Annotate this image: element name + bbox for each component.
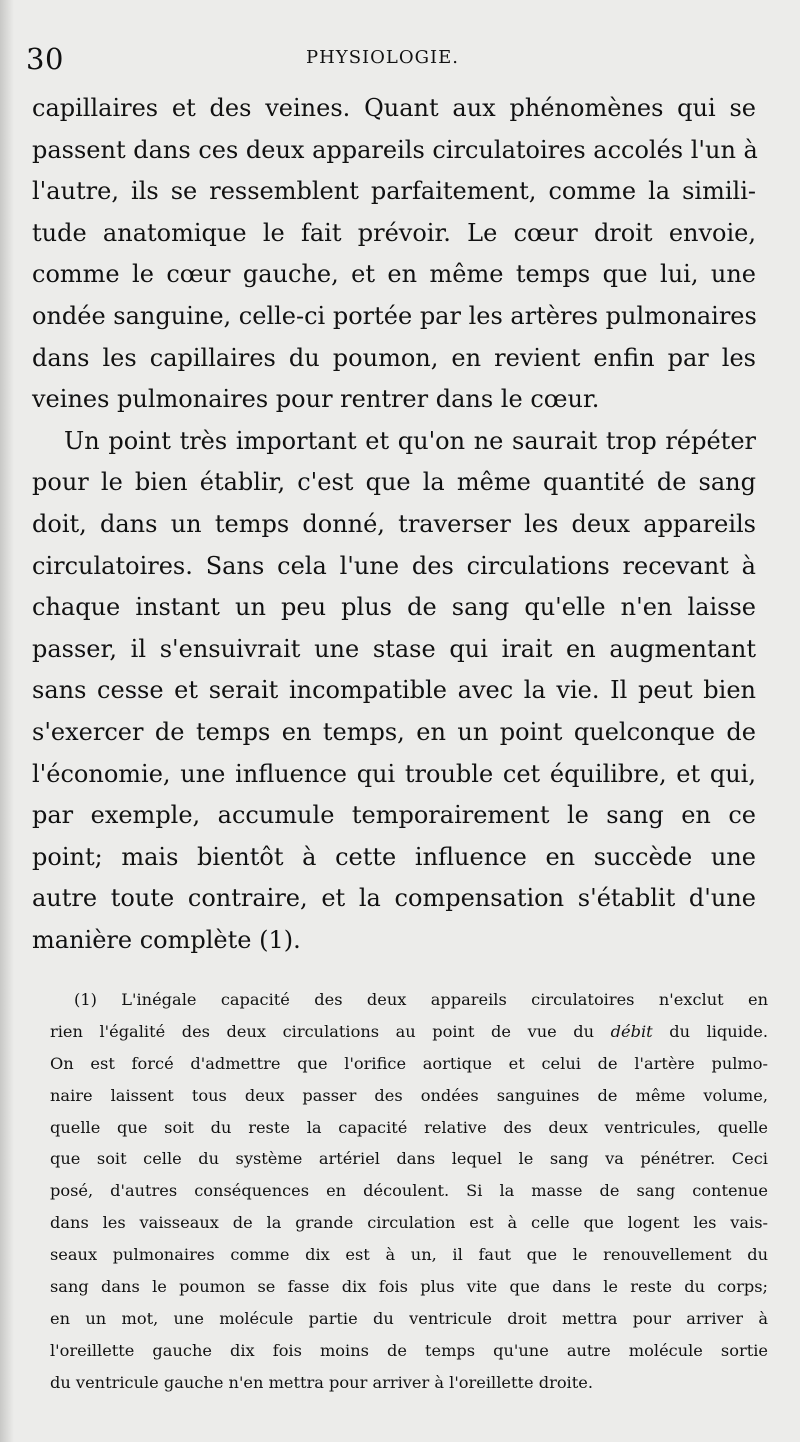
footnote-line: l'oreillette gauche dix fois moins de temps qu'une autre molécule sortie xyxy=(50,1340,768,1360)
footnote-text: rien l'égalité des deux circulations au point de vue du xyxy=(50,1021,611,1041)
text-line: circulatoires. Sans cela l'une des circulations recevant à xyxy=(32,551,756,580)
footnote-line: (1) L'inégale capacité des deux appareils circulatoires n'exclut en xyxy=(74,990,768,1009)
footnote-line: du ventricule gauche n'en mettra pour arriver à l'oreillette droite. xyxy=(50,1372,593,1392)
footnote-line: naire laissent tous deux passer des ondées sanguines de même volume, xyxy=(50,1085,768,1105)
footnote-line: On est forcé d'admettre que l'orifice aortique et celui de l'artère pulmo- xyxy=(50,1053,768,1073)
text-line: sans cesse et serait incompatible avec la vie. Il peut bien xyxy=(32,676,756,705)
text-line: passer, il s'ensuivrait une stase qui irait en augmentant xyxy=(32,634,756,663)
running-head: PHYSIOLOGIE. xyxy=(306,47,459,68)
main-text xyxy=(32,88,756,961)
footnote-emphasis: débit xyxy=(610,1021,653,1041)
footnote-line xyxy=(50,1016,768,1048)
text-line: capillaires et des veines. Quant aux phénomènes qui se xyxy=(32,94,756,122)
text-line: passent dans ces deux appareils circulatoires accolés l'un à xyxy=(32,135,758,164)
footnote-line: sang dans le poumon se fasse dix fois plus vite que dans le reste du corps; xyxy=(50,1277,768,1297)
text-line: doit, dans un temps donné, traverser les deux appareils xyxy=(32,509,756,538)
text-line: Un point très important et qu'on ne saurait trop répéter xyxy=(64,426,756,455)
text-line: l'économie, une influence qui trouble cet équilibre, et qui, xyxy=(32,759,756,788)
text-line: ondée sanguine, celle-ci portée par les artères pulmonaires xyxy=(32,301,757,330)
page-number: 30 xyxy=(26,42,64,76)
text-line: veines pulmonaires pour rentrer dans le cœur. xyxy=(32,385,600,414)
text-line: tude anatomique le fait prévoir. Le cœur droit envoie, xyxy=(32,218,756,247)
footnote-text: du liquide. xyxy=(652,1021,768,1041)
text-line: l'autre, ils se ressemblent parfaitement, comme la simili- xyxy=(32,177,756,206)
footnote xyxy=(50,984,768,1399)
footnote-line: quelle que soit du reste la capacité relative des deux ventricules, quelle xyxy=(50,1117,768,1137)
text-line: s'exercer de temps en temps, en un point quelconque de xyxy=(32,717,756,746)
footnote-line: seaux pulmonaires comme dix est à un, il faut que le renouvellement du xyxy=(50,1245,768,1265)
text-line: comme le cœur gauche, et en même temps que lui, une xyxy=(32,260,756,289)
text-line: autre toute contraire, et la compensation s'établit d'une xyxy=(32,884,756,913)
text-line: pour le bien établir, c'est que la même quantité de sang xyxy=(32,468,756,497)
text-line: point; mais bientôt à cette influence en succède une xyxy=(32,842,756,871)
page-header xyxy=(22,40,762,80)
page-edge-shadow xyxy=(0,0,14,1442)
footnote-line: dans les vaisseaux de la grande circulation est à celle que logent les vais- xyxy=(50,1213,768,1233)
text-line: manière complète (1). xyxy=(32,925,301,954)
footnote-line: en un mot, une molécule partie du ventricule droit mettra pour arriver à xyxy=(50,1308,768,1328)
text-line: par exemple, accumule temporairement le sang en ce xyxy=(32,801,756,830)
footnote-line: que soit celle du système artériel dans lequel le sang va pénétrer. Ceci xyxy=(50,1149,768,1169)
text-line: dans les capillaires du poumon, en revient enfin par les xyxy=(32,343,756,372)
text-line: chaque instant un peu plus de sang qu'elle n'en laisse xyxy=(32,593,756,622)
footnote-line: posé, d'autres conséquences en découlent. Si la masse de sang contenue xyxy=(50,1181,768,1201)
